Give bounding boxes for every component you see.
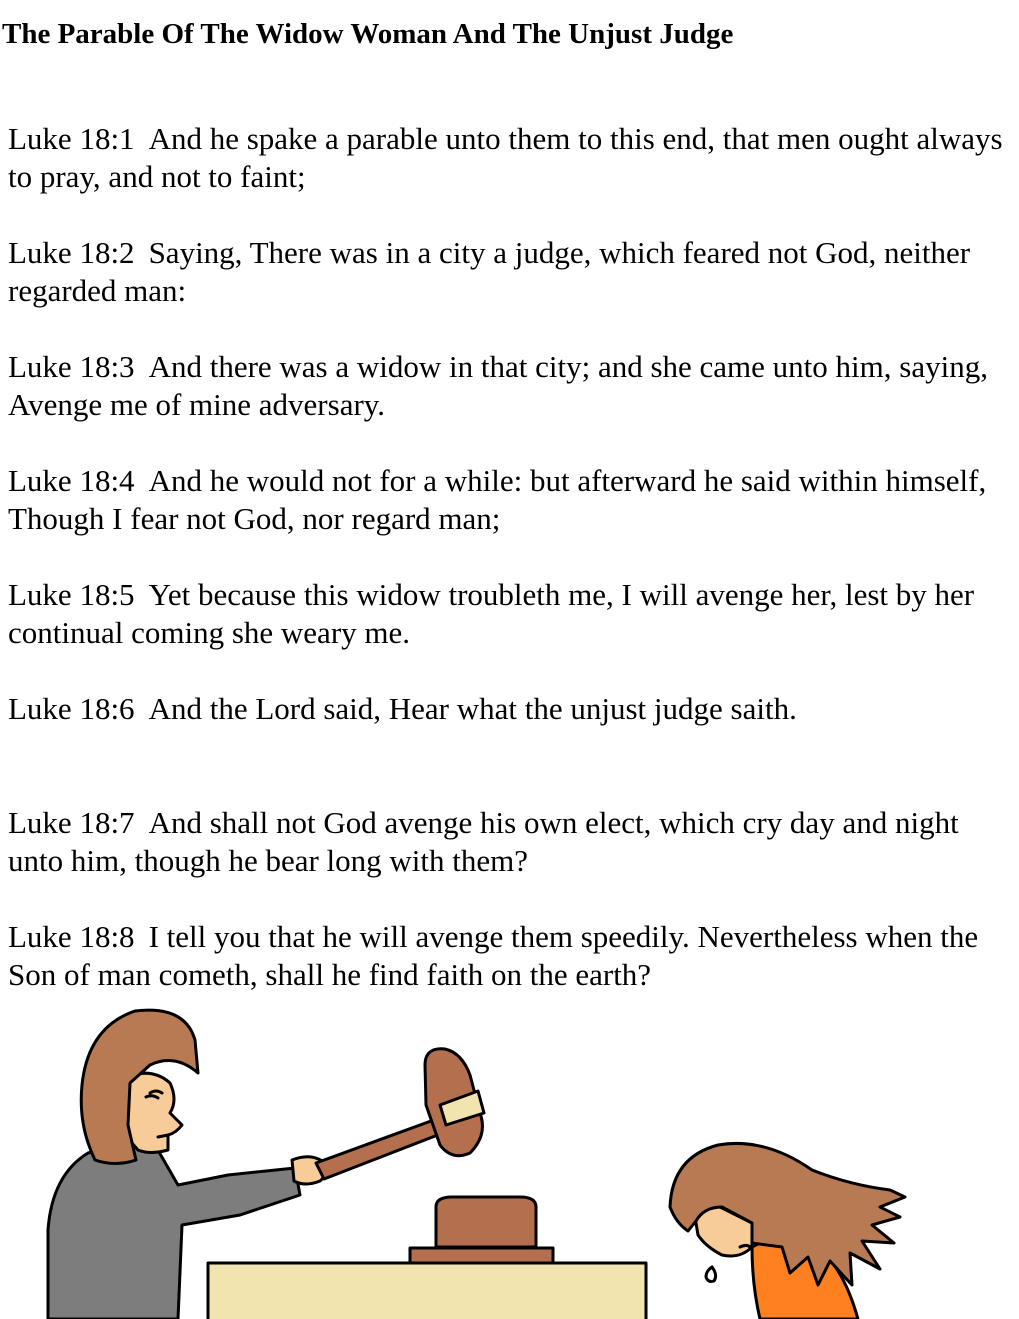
judge-and-widow-illustration bbox=[0, 985, 1019, 1319]
scripture-passage bbox=[8, 120, 1013, 1032]
verse-reference: Luke 18:7 bbox=[8, 805, 135, 840]
bench-desk bbox=[208, 1263, 646, 1319]
verse-reference: Luke 18:8 bbox=[8, 919, 135, 954]
verse-reference: Luke 18:6 bbox=[8, 691, 135, 726]
verse-luke-18-5 bbox=[8, 576, 1013, 690]
verse-luke-18-1 bbox=[8, 120, 1013, 234]
page-title: The Parable Of The Widow Woman And The Unjust Judge bbox=[2, 18, 734, 50]
verse-luke-18-3 bbox=[8, 348, 1013, 462]
verse-luke-18-6 bbox=[8, 690, 1013, 804]
verse-luke-18-2 bbox=[8, 234, 1013, 348]
verse-text: Yet because this widow troubleth me, I will avenge her, lest by her continual coming she weary me. bbox=[8, 577, 975, 650]
verse-reference: Luke 18:5 bbox=[8, 577, 135, 612]
sound-block-base bbox=[410, 1248, 553, 1263]
verse-text: And there was a widow in that city; and she came unto him, saying, Avenge me of mine adversary. bbox=[8, 349, 988, 422]
judge-mouth bbox=[158, 1135, 168, 1137]
widow-tear-drop bbox=[706, 1267, 716, 1282]
verse-text: And the Lord said, Hear what the unjust judge saith. bbox=[148, 691, 797, 726]
verse-text: Saying, There was in a city a judge, which feared not God, neither regarded man: bbox=[8, 235, 971, 308]
verse-luke-18-7 bbox=[8, 804, 1013, 918]
verse-reference: Luke 18:1 bbox=[8, 121, 135, 156]
verse-text: And he spake a parable unto them to this end, that men ought always to pray, and not to faint; bbox=[8, 121, 1003, 194]
verse-text: I tell you that he will avenge them speedily. Nevertheless when the Son of man cometh, shall he find faith on the earth? bbox=[8, 919, 979, 992]
verse-reference: Luke 18:2 bbox=[8, 235, 135, 270]
judge-bench bbox=[208, 1197, 646, 1319]
gavel bbox=[316, 1049, 484, 1179]
gavel-handle bbox=[316, 1117, 448, 1179]
verse-reference: Luke 18:4 bbox=[8, 463, 135, 498]
verse-reference: Luke 18:3 bbox=[8, 349, 135, 384]
verse-text: And shall not God avenge his own elect, which cry day and night unto him, though he bear long with them? bbox=[8, 805, 959, 878]
sound-block bbox=[436, 1197, 536, 1247]
verse-luke-18-4 bbox=[8, 462, 1013, 576]
verse-text: And he would not for a while: but afterward he said within himself, Though I fear not God, nor regard man; bbox=[8, 463, 987, 536]
widow-figure bbox=[670, 1143, 905, 1319]
